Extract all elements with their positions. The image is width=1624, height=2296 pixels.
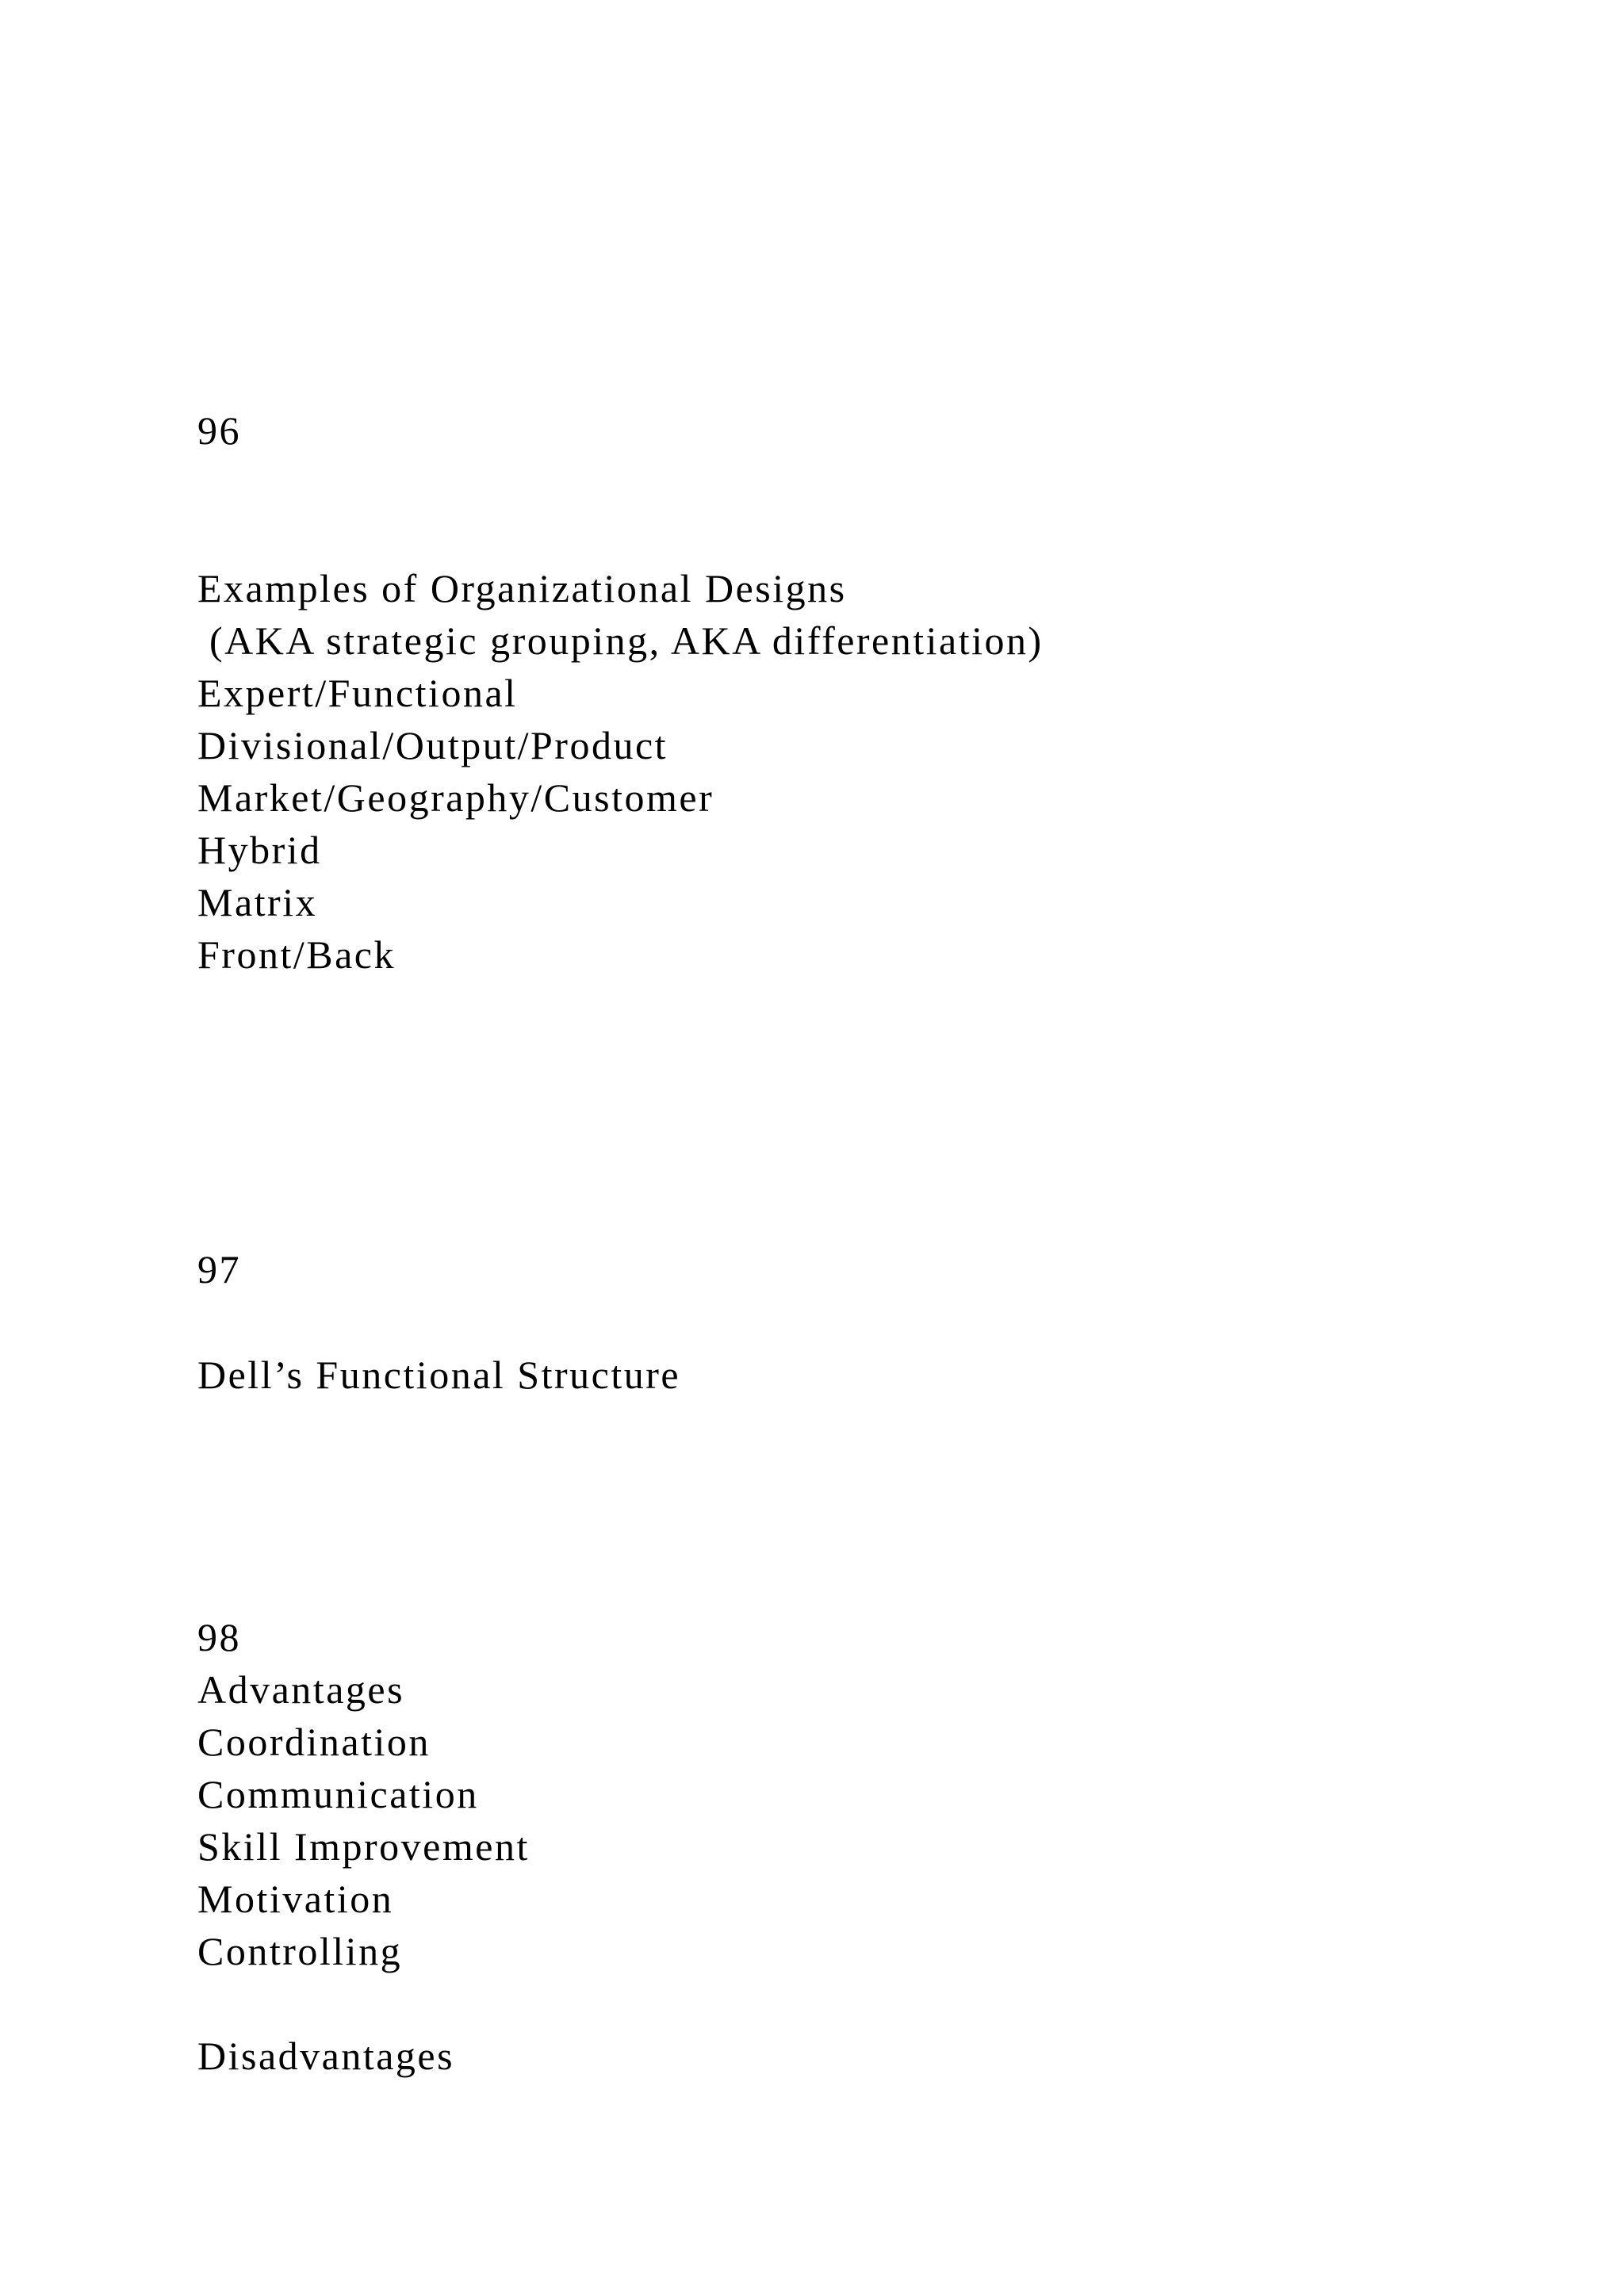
list-item-communication: Communication [197, 1772, 479, 1816]
heading-disadvantages: Disadvantages [197, 2034, 455, 2078]
section-title-organizational-designs: Examples of Organizational Designs [197, 566, 847, 610]
list-item-controlling: Controlling [197, 1929, 403, 1973]
list-item-skill-improvement: Skill Improvement [197, 1824, 530, 1869]
list-item-hybrid: Hybrid [197, 828, 322, 872]
list-item-market: Market/Geography/Customer [197, 775, 714, 820]
list-item-divisional: Divisional/Output/Product [197, 723, 668, 767]
list-item-coordination: Coordination [197, 1720, 431, 1764]
slide-number-97: 97 [197, 1247, 241, 1292]
section-title-dell-functional-structure: Dell’s Functional Structure [197, 1353, 681, 1397]
list-item-motivation: Motivation [197, 1877, 394, 1921]
list-item-matrix: Matrix [197, 880, 318, 924]
list-item-front-back: Front/Back [197, 932, 396, 977]
list-item-expert-functional: Expert/Functional [197, 671, 518, 715]
section-subtitle-aka: (AKA strategic grouping, AKA differentiation) [197, 618, 1044, 663]
slide-number-98: 98 [197, 1615, 241, 1659]
slide-number-96: 96 [197, 408, 241, 453]
heading-advantages: Advantages [197, 1667, 405, 1712]
